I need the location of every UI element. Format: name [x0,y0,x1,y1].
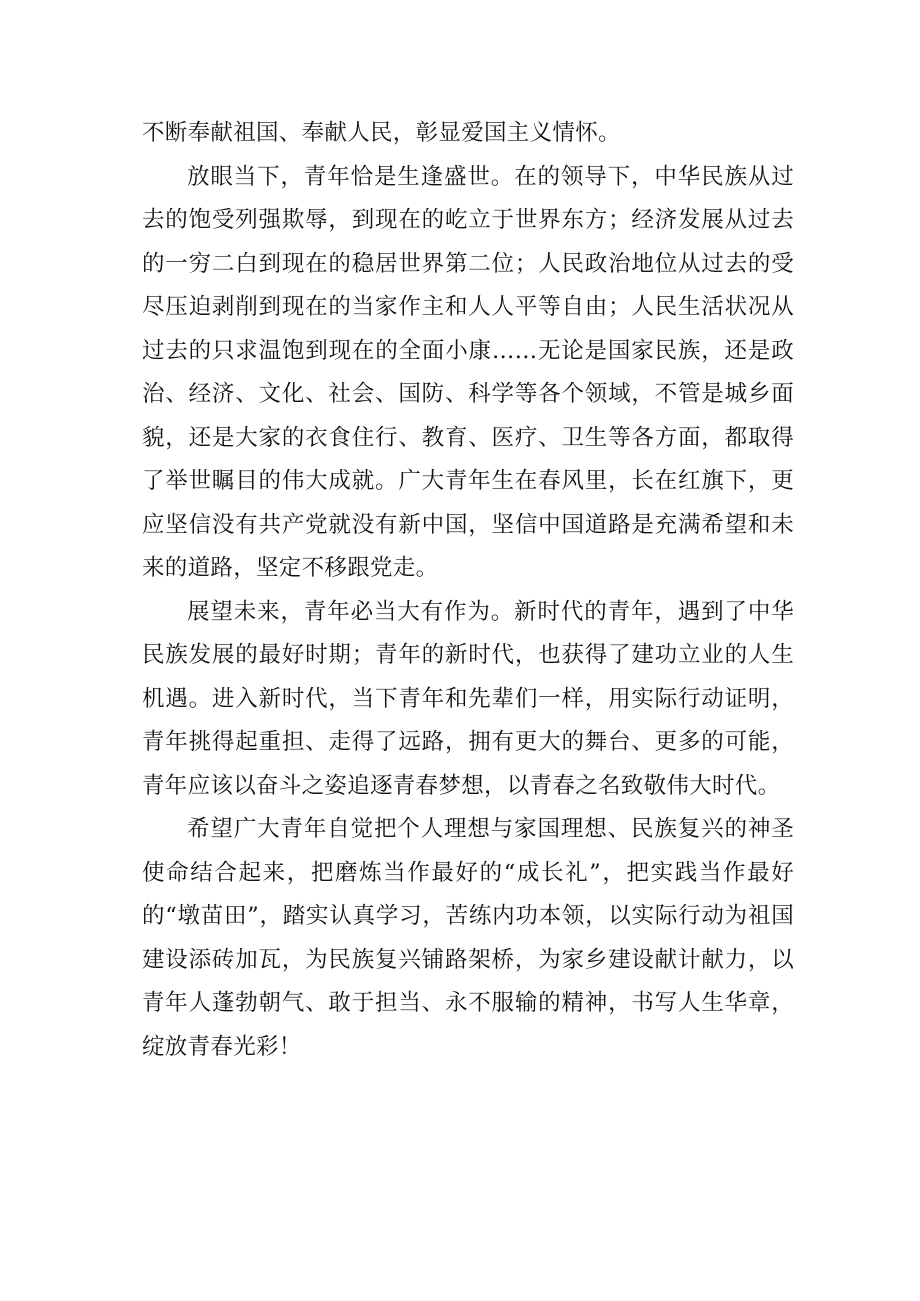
paragraph-2: 放眼当下，青年恰是生逢盛世。在的领导下，中华民族从过去的饱受列强欺辱，到现在的屹立于世界东方；经济发展从过去的一穷二白到现在的稳居世界第二位；人民政治地位从过去的受尽压迫剥削到现在的当家作主和人人平等自由；人民生活状况从过去的只求温饱到现在的全面小康……无论是国家民族，还是政治、经济、文化、社会、国防、科学等各个领域，不管是城乡面貌，还是大家的衣食住行、教育、医疗、卫生等各方面，都取得了举世瞩目的伟大成就。广大青年生在春风里，长在红旗下，更应坚信没有共产党就没有新中国，坚信中国道路是充满希望和未来的道路，坚定不移跟党走。 [142,163,794,581]
paragraph-3: 展望未来，青年必当大有作为。新时代的青年，遇到了中华民族发展的最好时期；青年的新时代，也获得了建功立业的人生机遇。进入新时代，当下青年和先辈们一样，用实际行动证明，青年挑得起重担、走得了远路，拥有更大的舞台、更多的可能，青年应该以奋斗之姿追逐青春梦想，以青春之名致敬伟大时代。 [142,598,794,799]
paragraph-1: 不断奉献祖国、奉献人民，彰显爱国主义情怀。 [142,120,621,146]
paragraph-4: 希望广大青年自觉把个人理想与家国理想、民族复兴的神圣使命结合起来，把磨炼当作最好的“成长礼”，把实践当作最好的“墩苗田”，踏实认真学习，苦练内功本领，以实际行动为祖国建设添砖加瓦，为民族复兴铺路架桥，为家乡建设献计献力，以青年人蓬勃朝气、敢于担当、永不服输的精神，书写人生华章，绽放青春光彩！ [142,816,794,1060]
document-body [142,112,794,1069]
